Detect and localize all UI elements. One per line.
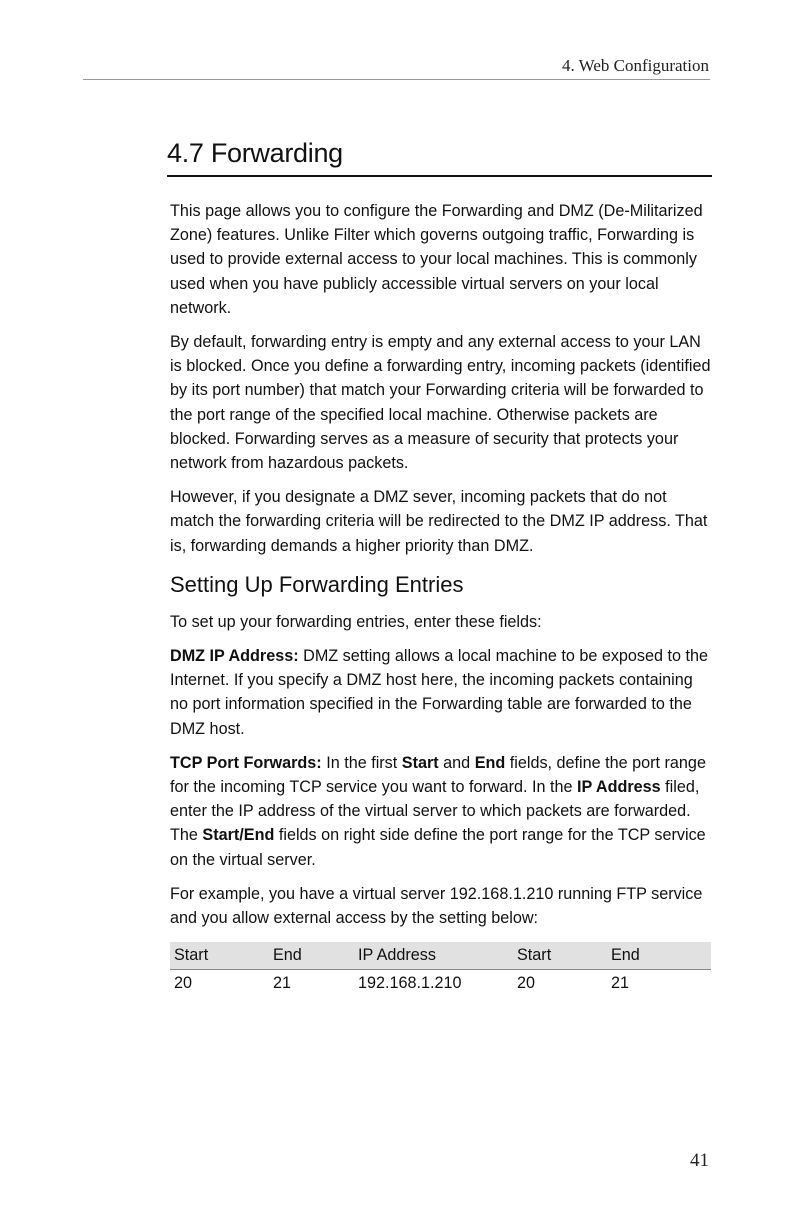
tcp-text-1: In the first	[321, 753, 402, 772]
tcp-text-5: fields on right side define the port range for the TCP service on the virtual server.	[170, 826, 706, 869]
intro-paragraph-2: By default, forwarding entry is empty and any external access to your LAN is blocked. Once you define a forwarding entry, incoming packets (identified by its port number) that match your Forwarding criteria will be forwarded to the port range of the specified local machine. Otherwise packets are blocked. Forwarding serves as a measure of security that protects your network from hazardous packets.	[170, 333, 711, 473]
dmz-paragraph	[170, 644, 712, 741]
table-cell: 20	[174, 974, 193, 993]
table-header: Start	[513, 942, 607, 970]
tcp-text-4: filed, enter the IP address of the virtual server to which packets are forwarded. The	[170, 778, 700, 845]
example-table	[170, 942, 711, 997]
page-number: 41	[690, 1150, 709, 1171]
table-header: IP Address	[354, 942, 513, 970]
ip-address-term: IP Address	[576, 778, 661, 797]
section-title: 4.7 Forwarding	[167, 138, 712, 177]
page-content	[167, 138, 712, 997]
end-term: End	[474, 753, 506, 772]
start-end-term: Start/End	[202, 826, 275, 845]
table-cell: 192.168.1.210	[358, 974, 462, 993]
dmz-text: DMZ setting allows a local machine to be exposed to the Internet. If you specify a DMZ host here, the incoming packets containing no port information specified in the Forwarding table are forwarded to the DMZ host.	[170, 647, 709, 738]
subsection-heading: Setting Up Forwarding Entries	[170, 571, 464, 597]
tcp-text-2: and	[438, 753, 475, 772]
intro-paragraph-1: This page allows you to configure the Forwarding and DMZ (De-Militarized Zone) features. Unlike Filter which governs outgoing traffic, Forwarding is used to provide external access to your local machines. This is commonly used when you have publicly accessible virtual servers on your local network.	[170, 202, 703, 317]
setup-intro: To set up your forwarding entries, enter these fields:	[170, 612, 542, 631]
table-row	[170, 970, 711, 998]
example-paragraph: For example, you have a virtual server 192.168.1.210 running FTP service and you allow external access by the setting below:	[170, 884, 703, 928]
intro-paragraph-3: However, if you designate a DMZ sever, incoming packets that do not match the forwarding criteria will be redirected to the DMZ IP address. That is, forwarding demands a higher priority than DMZ.	[170, 488, 708, 555]
dmz-label: DMZ IP Address:	[170, 647, 299, 666]
table-cell: 21	[273, 974, 292, 993]
table-header: Start	[170, 942, 269, 970]
table-cell: 21	[611, 974, 630, 993]
table-header-row	[170, 942, 711, 970]
header-rule	[83, 79, 710, 80]
table-header: End	[607, 942, 711, 970]
start-term: Start	[401, 753, 439, 772]
tcp-text-3: fields, define the port range for the incoming TCP service you want to forward. In the	[170, 753, 706, 797]
running-header: 4. Web Configuration	[561, 56, 709, 75]
table-cell: 20	[517, 974, 536, 993]
tcp-label: TCP Port Forwards:	[170, 753, 322, 772]
tcp-paragraph	[170, 751, 712, 872]
table-header: End	[269, 942, 354, 970]
